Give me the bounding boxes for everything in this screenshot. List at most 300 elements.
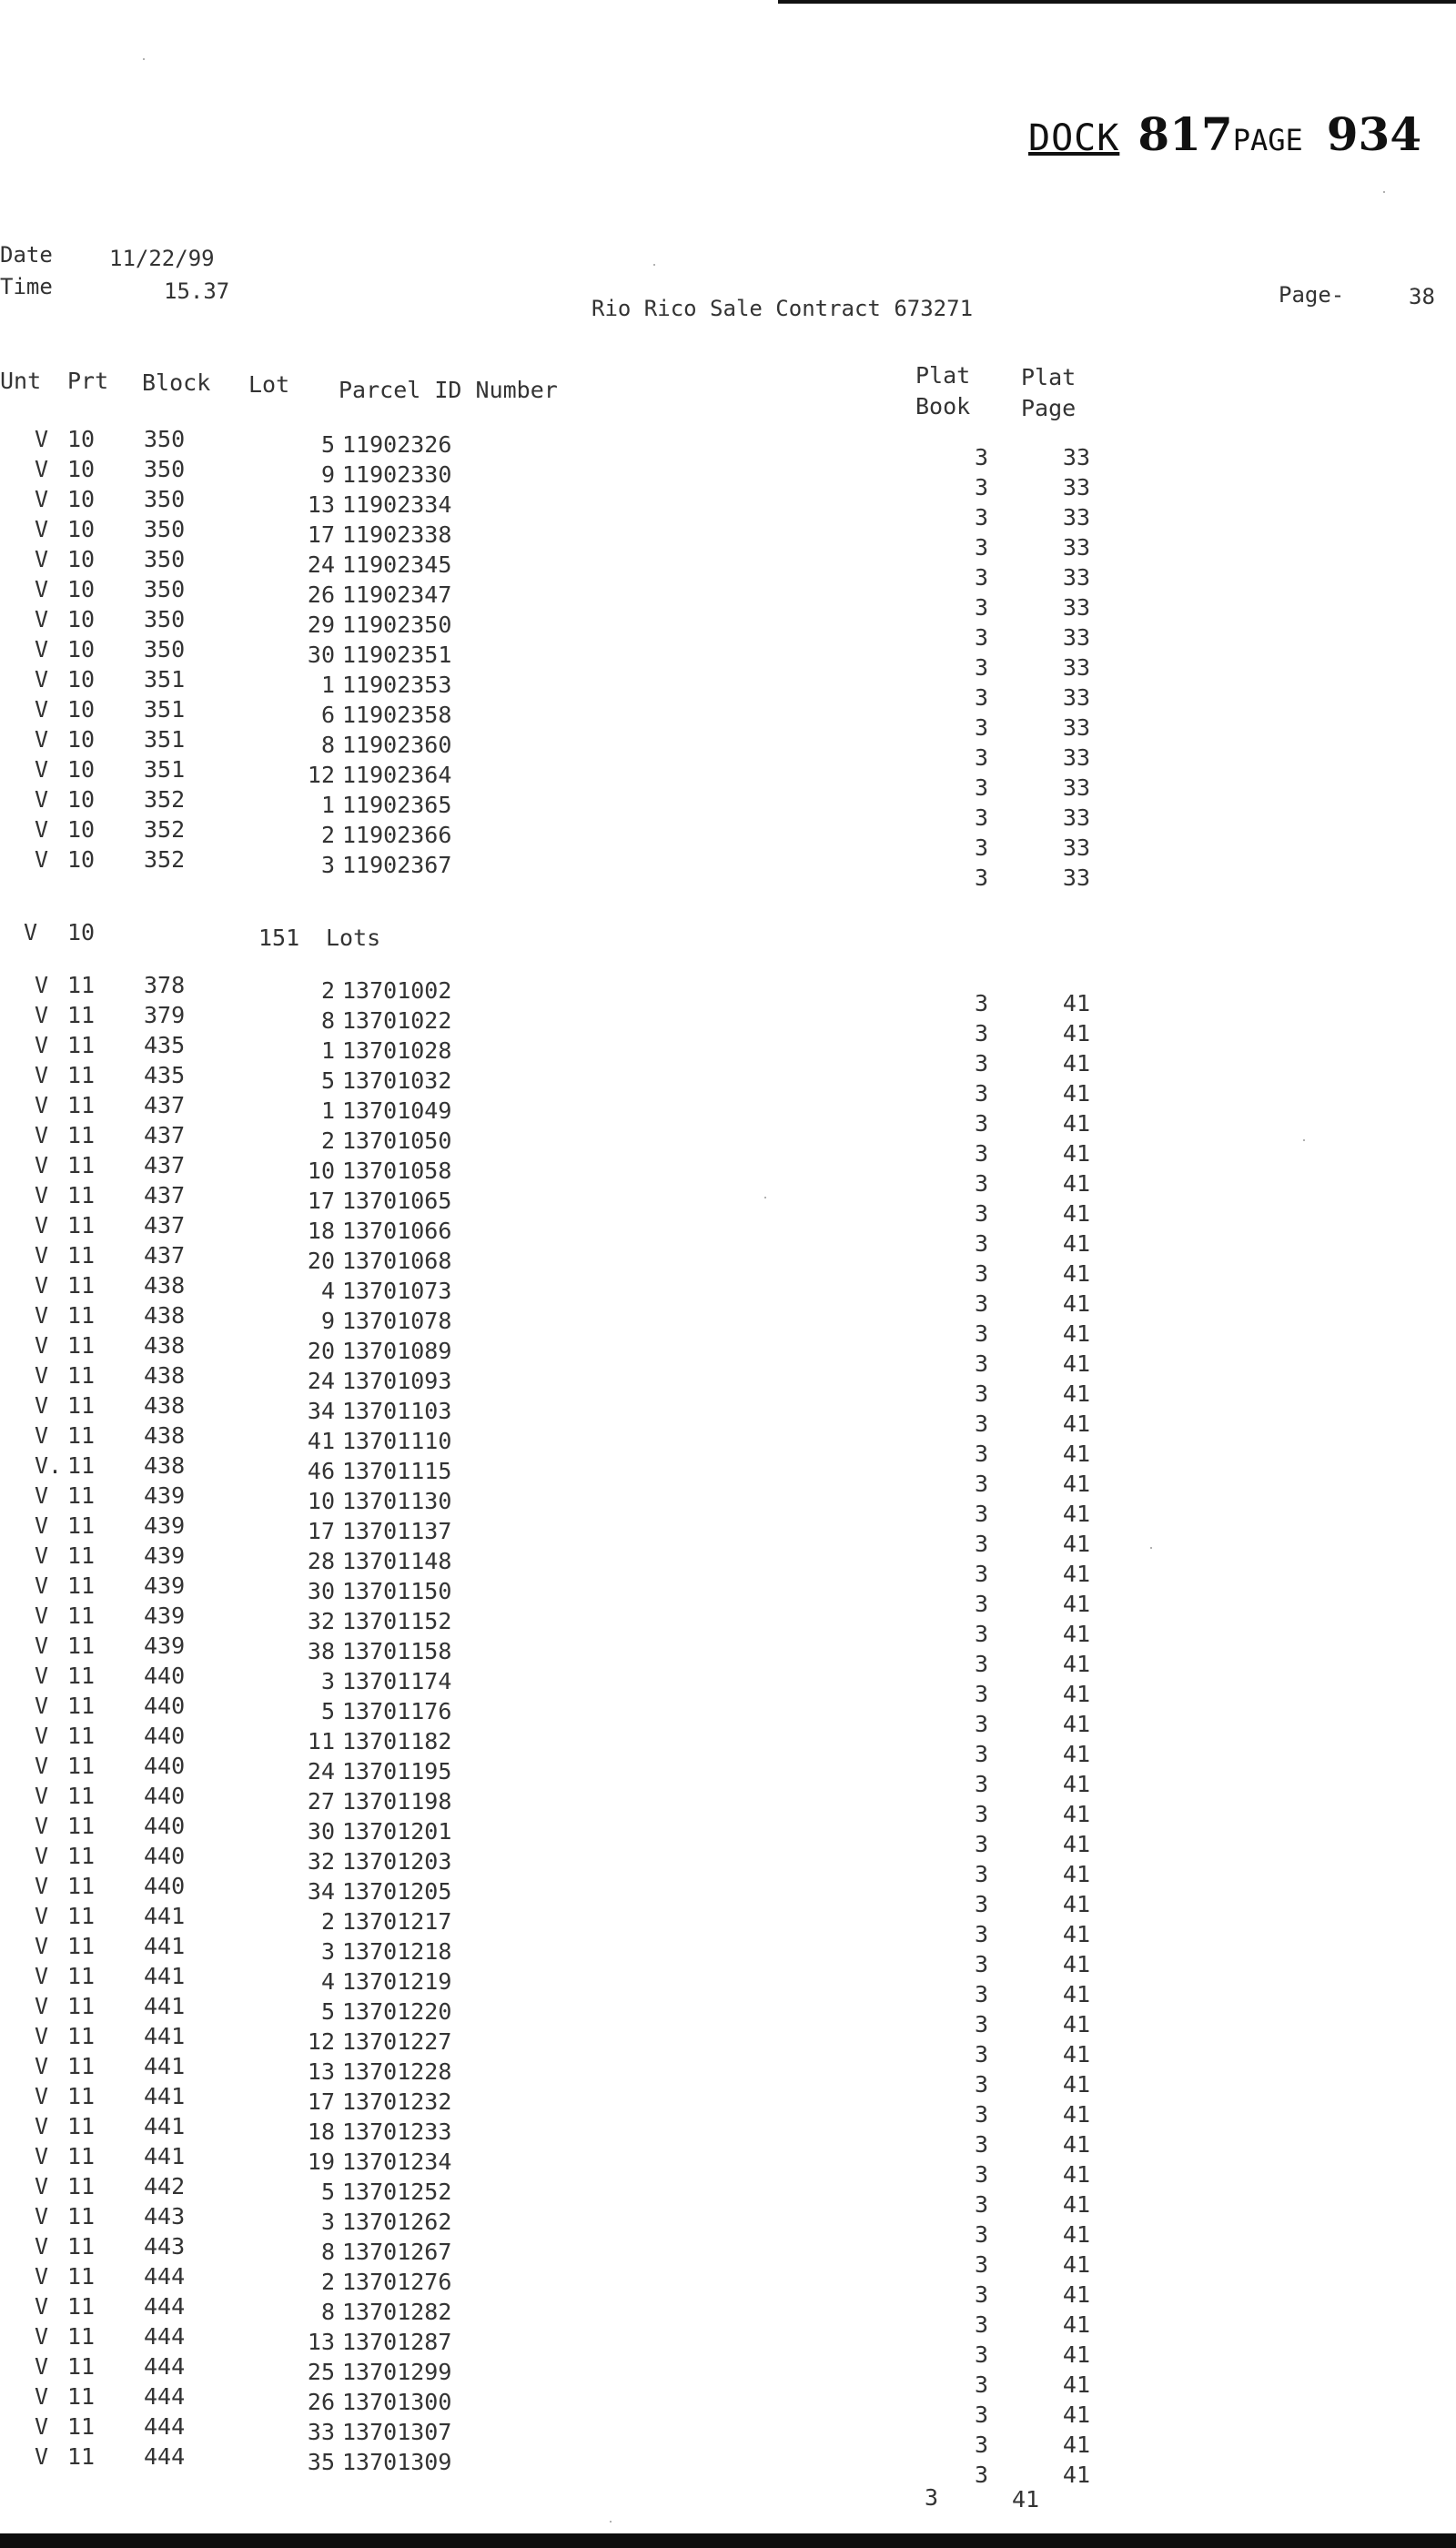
lot-cell: 12 — [307, 762, 335, 788]
block-cell: 440 — [144, 1753, 186, 1779]
parcel-id-cell: 13701066 — [342, 1218, 452, 1244]
plat-page-cell: 41 — [1062, 1441, 1090, 1467]
plat-page-cell: 33 — [1062, 594, 1090, 621]
block-cell: 444 — [144, 2293, 186, 2320]
parcel-id-cell: 11902353 — [342, 672, 452, 698]
part-cell: 10 — [67, 666, 96, 693]
unit-cell: V — [35, 666, 49, 693]
lot-cell: 17 — [307, 1188, 335, 1214]
table-row — [0, 786, 1456, 831]
table-row — [0, 456, 1456, 500]
scan-speck — [1150, 1547, 1152, 1549]
plat-page-cell: 41 — [1062, 2071, 1090, 2098]
table-row — [0, 1272, 1456, 1317]
block-cell: 378 — [144, 972, 186, 998]
block-cell: 437 — [144, 1152, 186, 1178]
unit-cell: V — [35, 2203, 49, 2230]
parcel-id-cell: 13701276 — [342, 2269, 452, 2295]
plat-book-cell: 3 — [974, 1020, 988, 1046]
parcel-id-cell: 13701219 — [342, 1968, 452, 1995]
parcel-id-cell: 13701299 — [342, 2359, 452, 2385]
table-row — [0, 1332, 1456, 1377]
block-cell: 350 — [144, 546, 186, 572]
plat-book-cell: 3 — [974, 504, 988, 531]
plat-book-cell: 3 — [974, 1320, 988, 1347]
lot-cell: 38 — [307, 1638, 335, 1664]
plat-page-cell: 41 — [1062, 2131, 1090, 2158]
table-row — [0, 696, 1456, 741]
parcel-id-cell: 11902358 — [342, 702, 452, 728]
lot-cell: 27 — [307, 1788, 335, 1815]
lot-cell: 34 — [307, 1398, 335, 1424]
parcel-id-cell: 11902350 — [342, 612, 452, 638]
unit-cell: V — [35, 1152, 49, 1178]
lot-cell: 29 — [307, 612, 335, 638]
trailing-plat-page: 41 — [1012, 2486, 1040, 2513]
plat-book-cell: 3 — [974, 564, 988, 591]
scan-speck — [143, 58, 145, 60]
scan-bottom-edge — [0, 2533, 1456, 2548]
plat-page-cell: 41 — [1062, 2371, 1090, 2398]
plat-page-cell: 41 — [1062, 1501, 1090, 1527]
parcel-id-cell: 13701201 — [342, 1818, 452, 1845]
part-cell: 11 — [67, 1362, 96, 1389]
parcel-id-cell: 13701234 — [342, 2149, 452, 2175]
part-cell: 11 — [67, 1032, 96, 1058]
unit-cell: V — [35, 1963, 49, 1989]
plat-page-cell: 41 — [1062, 1681, 1090, 1707]
plat-page-cell: 41 — [1062, 2311, 1090, 2338]
plat-book-cell: 3 — [974, 2432, 988, 2458]
unit-cell: V — [35, 576, 49, 602]
plat-book-cell: 3 — [974, 1741, 988, 1767]
lot-cell: 18 — [307, 1218, 335, 1244]
parcel-id-cell: 11902345 — [342, 551, 452, 578]
parcel-id-cell: 13701137 — [342, 1518, 452, 1544]
plat-book-cell: 3 — [974, 1080, 988, 1107]
part-cell: 11 — [67, 1272, 96, 1299]
part-cell: 11 — [67, 1753, 96, 1779]
unit-cell: V — [35, 1482, 49, 1509]
plat-page-cell: 41 — [1062, 2161, 1090, 2188]
lot-cell: 18 — [307, 2118, 335, 2145]
part-cell: 11 — [67, 2023, 96, 2049]
lot-cell: 8 — [320, 2239, 335, 2265]
block-cell: 438 — [144, 1392, 186, 1419]
lot-cell: 5 — [320, 1067, 335, 1094]
block-cell: 439 — [144, 1542, 186, 1569]
part-cell: 11 — [67, 2263, 96, 2290]
plat-page-cell: 41 — [1062, 1410, 1090, 1437]
unit-cell: V — [35, 726, 49, 753]
table-row — [0, 1933, 1456, 1977]
unit-cell: V — [35, 2323, 49, 2350]
parcel-id-cell: 13701287 — [342, 2329, 452, 2355]
plat-book-cell: 3 — [974, 1441, 988, 1467]
block-cell: 350 — [144, 426, 186, 452]
plat-book-cell: 3 — [974, 2041, 988, 2068]
plat-page-cell: 41 — [1062, 1831, 1090, 1857]
plat-book-cell: 3 — [974, 1921, 988, 1947]
lot-cell: 32 — [307, 1608, 335, 1634]
parcel-id-cell: 13701150 — [342, 1578, 452, 1604]
table-row — [0, 2413, 1456, 2458]
table-row — [0, 486, 1456, 531]
col-block: Block — [142, 369, 211, 396]
plat-book-cell: 3 — [974, 774, 988, 801]
part-cell: 11 — [67, 1933, 96, 1959]
unit-cell: V — [35, 1272, 49, 1299]
block-cell: 444 — [144, 2323, 186, 2350]
block-cell: 441 — [144, 2083, 186, 2109]
plat-page-cell: 33 — [1062, 534, 1090, 561]
plat-book-cell: 3 — [974, 594, 988, 621]
block-cell: 350 — [144, 516, 186, 542]
lot-cell: 32 — [307, 1848, 335, 1875]
block-cell: 350 — [144, 636, 186, 662]
lot-cell: 9 — [320, 1308, 335, 1334]
scan-speck — [1303, 1139, 1305, 1141]
unit-cell: V — [35, 696, 49, 723]
plat-book-cell: 3 — [974, 684, 988, 711]
plat-book-cell: 3 — [974, 804, 988, 831]
lot-cell: 17 — [307, 521, 335, 548]
col-plat-page-1: Plat — [1021, 364, 1077, 390]
plat-page-cell: 41 — [1062, 1621, 1090, 1647]
unit-cell: V — [35, 1032, 49, 1058]
plat-book-cell: 3 — [974, 1170, 988, 1197]
part-cell: 10 — [67, 636, 96, 662]
parcel-id-cell: 13701002 — [342, 977, 452, 1004]
parcel-id-cell: 13701307 — [342, 2419, 452, 2445]
lot-cell: 13 — [307, 491, 335, 518]
plat-page-cell: 41 — [1062, 1471, 1090, 1497]
parcel-id-cell: 13701252 — [342, 2179, 452, 2205]
plat-page-cell: 33 — [1062, 774, 1090, 801]
block-cell: 441 — [144, 2023, 186, 2049]
subtotal-unit: V — [24, 919, 38, 945]
parcel-id-cell: 11902366 — [342, 822, 452, 848]
lot-cell: 3 — [320, 1938, 335, 1965]
part-cell: 11 — [67, 972, 96, 998]
plat-book-cell: 3 — [974, 2131, 988, 2158]
block-cell: 437 — [144, 1212, 186, 1239]
parcel-id-cell: 13701130 — [342, 1488, 452, 1514]
table-row — [0, 1182, 1456, 1227]
parcel-id-cell: 13701152 — [342, 1608, 452, 1634]
unit-cell: V — [35, 1182, 49, 1208]
lot-cell: 30 — [307, 642, 335, 668]
parcel-id-cell: 13701217 — [342, 1908, 452, 1935]
unit-cell: V — [35, 486, 49, 512]
lot-cell: 26 — [307, 581, 335, 608]
part-cell: 11 — [67, 2323, 96, 2350]
block-cell: 440 — [144, 1783, 186, 1809]
part-cell: 10 — [67, 486, 96, 512]
lot-cell: 4 — [320, 1278, 335, 1304]
plat-page-cell: 41 — [1062, 1651, 1090, 1677]
unit-cell: V — [35, 1933, 49, 1959]
col-plat-book-2: Book — [915, 393, 971, 420]
block-cell: 350 — [144, 486, 186, 512]
plat-page-cell: 41 — [1062, 1531, 1090, 1557]
plat-book-cell: 3 — [974, 1380, 988, 1407]
parcel-id-cell: 13701032 — [342, 1067, 452, 1094]
unit-cell: V — [35, 516, 49, 542]
lot-cell: 30 — [307, 1818, 335, 1845]
block-cell: 441 — [144, 1903, 186, 1929]
lot-cell: 2 — [320, 1127, 335, 1154]
table-row — [0, 1302, 1456, 1347]
table-row — [0, 2023, 1456, 2068]
unit-cell: V — [35, 1693, 49, 1719]
part-cell: 11 — [67, 2443, 96, 2470]
parcel-id-cell: 13701232 — [342, 2088, 452, 2115]
unit-cell: V — [35, 816, 49, 843]
plat-page-cell: 41 — [1062, 1801, 1090, 1827]
parcel-id-cell: 13701022 — [342, 1007, 452, 1034]
report-title: Rio Rico Sale Contract 673271 — [592, 296, 974, 321]
lot-cell: 35 — [307, 2449, 335, 2475]
part-cell: 10 — [67, 456, 96, 482]
unit-cell: V — [35, 2023, 49, 2049]
table-row — [0, 2083, 1456, 2128]
plat-book-cell: 3 — [974, 2401, 988, 2428]
parcel-id-cell: 13701148 — [342, 1548, 452, 1574]
plat-page-cell: 33 — [1062, 864, 1090, 891]
table-row — [0, 1422, 1456, 1467]
part-cell: 11 — [67, 1482, 96, 1509]
unit-cell: V. — [35, 1452, 63, 1479]
part-cell: 11 — [67, 1212, 96, 1239]
lot-cell: 20 — [307, 1338, 335, 1364]
plat-book-cell: 3 — [974, 654, 988, 681]
plat-page-cell: 33 — [1062, 564, 1090, 591]
plat-page-cell: 41 — [1062, 1140, 1090, 1167]
part-cell: 11 — [67, 1873, 96, 1899]
block-cell: 444 — [144, 2353, 186, 2380]
col-part: Prt — [67, 368, 109, 394]
parcel-id-cell: 13701198 — [342, 1788, 452, 1815]
table-row — [0, 516, 1456, 561]
plat-book-cell: 3 — [974, 2071, 988, 2098]
lot-cell: 13 — [307, 2329, 335, 2355]
part-cell: 10 — [67, 696, 96, 723]
lot-cell: 6 — [320, 702, 335, 728]
parcel-id-cell: 13701065 — [342, 1188, 452, 1214]
part-cell: 10 — [67, 606, 96, 632]
plat-book-cell: 3 — [974, 2371, 988, 2398]
table-row — [0, 1572, 1456, 1617]
unit-cell: V — [35, 2053, 49, 2079]
parcel-id-cell: 13701227 — [342, 2028, 452, 2055]
plat-page-cell: 33 — [1062, 444, 1090, 470]
lot-cell: 17 — [307, 2088, 335, 2115]
table-row — [0, 2323, 1456, 2368]
block-cell: 350 — [144, 606, 186, 632]
table-row — [0, 1753, 1456, 1797]
unit-cell: V — [35, 2143, 49, 2169]
lot-cell: 1 — [320, 672, 335, 698]
table-row — [0, 1813, 1456, 1857]
lot-cell: 10 — [307, 1488, 335, 1514]
lot-cell: 1 — [320, 1097, 335, 1124]
lot-cell: 33 — [307, 2419, 335, 2445]
unit-cell: V — [35, 2293, 49, 2320]
lot-cell: 3 — [320, 2209, 335, 2235]
part-cell: 10 — [67, 576, 96, 602]
time-label: Time — [0, 274, 53, 299]
lot-cell: 8 — [320, 1007, 335, 1034]
table-row — [0, 1122, 1456, 1167]
plat-book-cell: 3 — [974, 1591, 988, 1617]
part-cell: 11 — [67, 1542, 96, 1569]
part-cell: 11 — [67, 2383, 96, 2410]
block-cell: 441 — [144, 2113, 186, 2139]
parcel-id-cell: 11902351 — [342, 642, 452, 668]
parcel-id-cell: 13701282 — [342, 2299, 452, 2325]
unit-cell: V — [35, 2083, 49, 2109]
lot-cell: 19 — [307, 2149, 335, 2175]
date-label: Date — [0, 242, 53, 268]
table-row — [0, 2263, 1456, 2308]
parcel-id-cell: 13701262 — [342, 2209, 452, 2235]
lot-cell: 8 — [320, 2299, 335, 2325]
lot-cell: 20 — [307, 1248, 335, 1274]
plat-book-cell: 3 — [974, 2341, 988, 2368]
subtotal-label: Lots — [326, 925, 381, 951]
plat-book-cell: 3 — [974, 1831, 988, 1857]
unit-cell: V — [35, 1572, 49, 1599]
plat-book-cell: 3 — [974, 1471, 988, 1497]
lot-cell: 26 — [307, 2389, 335, 2415]
table-row — [0, 666, 1456, 711]
part-cell: 11 — [67, 1843, 96, 1869]
parcel-id-cell: 13701073 — [342, 1278, 452, 1304]
plat-book-cell: 3 — [974, 2191, 988, 2218]
block-cell: 440 — [144, 1873, 186, 1899]
part-cell: 11 — [67, 1633, 96, 1659]
lot-cell: 24 — [307, 1758, 335, 1785]
parcel-id-cell: 13701110 — [342, 1428, 452, 1454]
block-cell: 435 — [144, 1062, 186, 1088]
part-cell: 11 — [67, 1903, 96, 1929]
plat-page-cell: 41 — [1062, 2221, 1090, 2248]
plat-page-cell: 41 — [1062, 1591, 1090, 1617]
plat-page-cell: 41 — [1062, 2432, 1090, 2458]
plat-book-cell: 3 — [974, 1651, 988, 1677]
plat-book-cell: 3 — [974, 2011, 988, 2037]
lot-cell: 17 — [307, 1518, 335, 1544]
unit-cell: V — [35, 456, 49, 482]
parcel-id-cell: 13701218 — [342, 1938, 452, 1965]
unit-cell: V — [35, 1903, 49, 1929]
table-row — [0, 576, 1456, 621]
book-number: 817 — [1138, 107, 1233, 161]
plat-page-cell: 41 — [1062, 2401, 1090, 2428]
block-cell: 352 — [144, 786, 186, 813]
lot-cell: 28 — [307, 1548, 335, 1574]
parcel-id-cell: 11902365 — [342, 792, 452, 818]
part-cell: 11 — [67, 2233, 96, 2260]
part-cell: 11 — [67, 2413, 96, 2440]
lot-cell: 4 — [320, 1968, 335, 1995]
parcel-id-cell: 13701158 — [342, 1638, 452, 1664]
part-cell: 11 — [67, 2113, 96, 2139]
block-cell: 438 — [144, 1302, 186, 1329]
plat-page-cell: 41 — [1062, 1110, 1090, 1137]
parcel-id-cell: 13701078 — [342, 1308, 452, 1334]
table-row — [0, 1212, 1456, 1257]
scan-speck — [1383, 191, 1385, 193]
unit-cell: V — [35, 1663, 49, 1689]
parcel-id-cell: 13701058 — [342, 1158, 452, 1184]
block-cell: 441 — [144, 1933, 186, 1959]
parcel-id-cell: 11902330 — [342, 461, 452, 488]
parcel-id-cell: 13701049 — [342, 1097, 452, 1124]
plat-page-cell: 41 — [1062, 2011, 1090, 2037]
block-cell: 438 — [144, 1362, 186, 1389]
plat-book-cell: 3 — [974, 624, 988, 651]
block-cell: 444 — [144, 2443, 186, 2470]
parcel-id-cell: 11902338 — [342, 521, 452, 548]
unit-cell: V — [35, 1422, 49, 1449]
plat-book-cell: 3 — [974, 1140, 988, 1167]
table-row — [0, 1843, 1456, 1887]
block-cell: 440 — [144, 1663, 186, 1689]
plat-book-cell: 3 — [974, 2221, 988, 2248]
time-value: 15.37 — [164, 278, 230, 304]
lot-cell: 5 — [320, 2179, 335, 2205]
plat-book-cell: 3 — [974, 1531, 988, 1557]
lot-cell: 2 — [320, 2269, 335, 2295]
col-lot: Lot — [248, 371, 290, 398]
plat-book-cell: 3 — [974, 1861, 988, 1887]
table-row — [0, 1723, 1456, 1767]
lot-cell: 5 — [320, 1698, 335, 1724]
plat-page-cell: 41 — [1062, 1861, 1090, 1887]
table-row — [0, 2383, 1456, 2428]
plat-book-cell: 3 — [974, 1621, 988, 1647]
lot-cell: 10 — [307, 1158, 335, 1184]
block-cell: 439 — [144, 1512, 186, 1539]
lot-cell: 1 — [320, 792, 335, 818]
lot-cell: 30 — [307, 1578, 335, 1604]
unit-cell: V — [35, 1392, 49, 1419]
table-row — [0, 816, 1456, 861]
unit-cell: V — [35, 2173, 49, 2199]
unit-cell: V — [35, 1723, 49, 1749]
block-cell: 443 — [144, 2233, 186, 2260]
parcel-id-cell: 13701195 — [342, 1758, 452, 1785]
table-row — [0, 606, 1456, 651]
block-cell: 350 — [144, 456, 186, 482]
plat-book-cell: 3 — [974, 1771, 988, 1797]
part-cell: 10 — [67, 846, 96, 873]
block-cell: 351 — [144, 726, 186, 753]
table-row — [0, 1783, 1456, 1827]
plat-page-cell: 41 — [1062, 1741, 1090, 1767]
part-cell: 10 — [67, 786, 96, 813]
plat-page-cell: 41 — [1062, 1380, 1090, 1407]
table-row — [0, 1362, 1456, 1407]
plat-book-cell: 3 — [974, 534, 988, 561]
lot-cell: 12 — [307, 2028, 335, 2055]
lot-cell: 2 — [320, 822, 335, 848]
plat-page-cell: 41 — [1062, 2462, 1090, 2488]
plat-book-cell: 3 — [974, 864, 988, 891]
part-cell: 11 — [67, 1152, 96, 1178]
